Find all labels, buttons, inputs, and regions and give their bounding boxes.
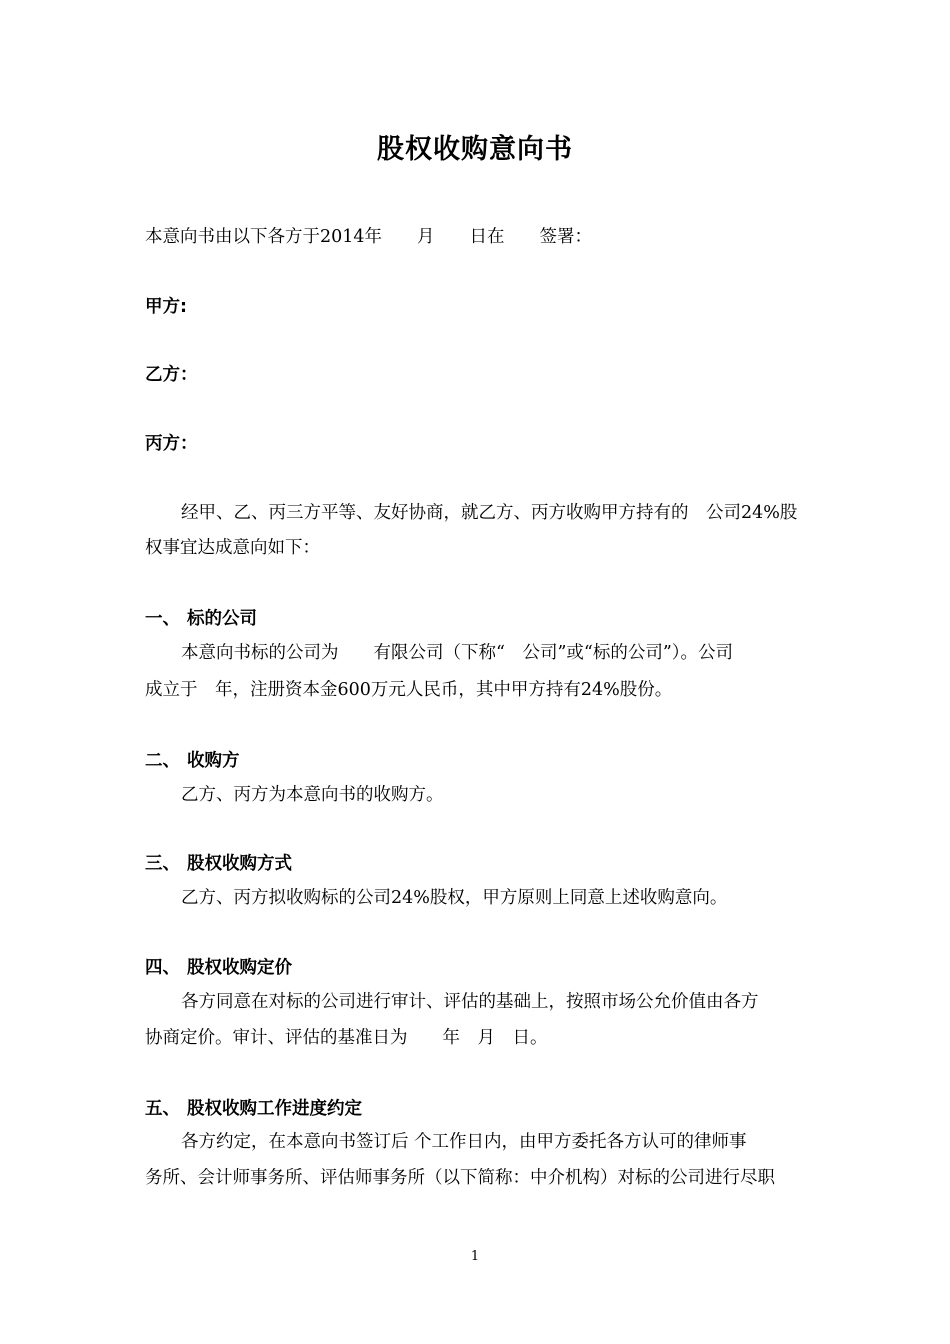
section-number: 五、 bbox=[145, 1099, 180, 1119]
section-heading-3 bbox=[145, 851, 810, 877]
section-number: 一、 bbox=[145, 609, 180, 629]
section-2-line-1: 乙方、丙方为本意向书的收购方。 bbox=[181, 785, 444, 805]
section-title: 股权收购方式 bbox=[187, 854, 292, 874]
intro-line: 本意向书由以下各方于2014年 月 日在 签署： bbox=[145, 227, 593, 247]
party-a-label: 甲方: bbox=[145, 297, 187, 317]
party-c-label: 丙方： bbox=[145, 434, 198, 454]
section-title: 标的公司 bbox=[187, 609, 257, 629]
document-title: 股权收购意向书 bbox=[377, 134, 573, 165]
section-heading-5 bbox=[145, 1096, 810, 1122]
section-5-line-1: 各方约定，在本意向书签订后 个工作日内，由甲方委托各方认可的律师事 bbox=[181, 1132, 747, 1152]
section-heading-4 bbox=[145, 955, 810, 981]
section-4-line-1: 各方同意在对标的公司进行审计、评估的基础上，按照市场公允价值由各方 bbox=[181, 992, 759, 1012]
section-title: 股权收购定价 bbox=[187, 958, 292, 978]
preamble-line-1: 经甲、乙、丙三方平等、友好协商，就乙方、丙方收购甲方持有的 公司24%股 bbox=[181, 503, 798, 523]
section-title: 股权收购工作进度约定 bbox=[187, 1099, 362, 1119]
section-heading-1 bbox=[145, 606, 810, 632]
section-number: 四、 bbox=[145, 958, 180, 978]
section-number: 三、 bbox=[145, 854, 180, 874]
section-4-line-2: 协商定价。审计、评估的基准日为 年 月 日。 bbox=[145, 1028, 548, 1048]
page-number: 1 bbox=[470, 1249, 480, 1264]
section-3-line-1: 乙方、丙方拟收购标的公司24%股权，甲方原则上同意上述收购意向。 bbox=[181, 888, 728, 908]
section-number: 二、 bbox=[145, 751, 180, 771]
party-b-label: 乙方： bbox=[145, 365, 198, 385]
section-1-line-1: 本意向书标的公司为 有限公司（下称“ 公司”或“标的公司”）。公司 bbox=[181, 643, 734, 663]
section-1-line-2: 成立于 年，注册资本金600万元人民币，其中甲方持有24%股份。 bbox=[145, 680, 673, 700]
section-title: 收购方 bbox=[187, 751, 240, 771]
section-heading-2 bbox=[145, 748, 810, 774]
preamble-line-2: 权事宜达成意向如下： bbox=[145, 538, 320, 558]
section-5-line-2: 务所、会计师事务所、评估师事务所（以下简称：中介机构）对标的公司进行尽职 bbox=[145, 1168, 775, 1188]
